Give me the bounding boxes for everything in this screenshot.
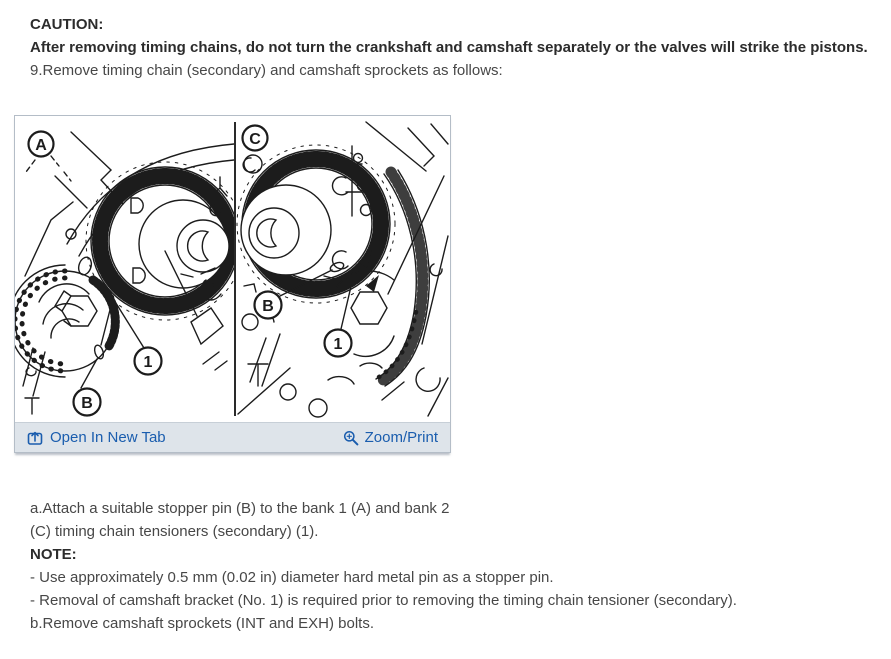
callout-a [29,132,54,157]
zoom-print-label: Zoom/Print [364,429,438,446]
svg-text:1: 1 [333,336,343,353]
step-9-text: 9.Remove timing chain (secondary) and camshaft sprockets as follows: [30,62,503,79]
note-item-1: - Use approximately 0.5 mm (0.02 in) diameter hard metal pin as a stopper pin. [30,569,554,586]
zoom-print-link[interactable] [343,429,438,446]
diagram-bank1 [15,116,234,422]
callout-c [243,126,268,151]
bank2-line-art [236,116,450,422]
caution-text: After removing timing chains, do not turn the crankshaft and camshaft separately or the valves will strike the pistons. [30,39,868,56]
callout-1-right [325,330,352,357]
open-in-new-tab-link[interactable] [27,429,166,446]
bank1-line-art [15,116,234,422]
zoom-magnifier-icon [343,430,359,446]
svg-text:C: C [249,131,261,148]
timing-chain-diagram [15,116,450,422]
callout-b-left [74,389,101,416]
svg-text:1: 1 [143,354,153,371]
svg-text:B: B [81,395,93,412]
open-in-new-tab-icon [27,430,44,446]
note-heading: NOTE: [30,546,77,563]
diagram-bank2 [236,116,450,422]
step-a-line1: a.Attach a suitable stopper pin (B) to the bank 1 (A) and bank 2 [30,500,450,517]
step-instructions [30,497,891,635]
open-in-new-tab-label: Open In New Tab [50,429,166,446]
callout-1-left [135,348,162,375]
callout-b-right [255,292,282,319]
caution-block [30,13,891,82]
step-a-line2: (C) timing chain tensioners (secondary) (1). [30,523,319,540]
figure-panel [14,115,451,453]
step-b-line: b.Remove camshaft sprockets (INT and EXH) bolts. [30,615,375,632]
figure-toolbar [15,422,450,452]
svg-text:B: B [262,298,274,315]
caution-heading: CAUTION: [30,16,104,33]
svg-text:A: A [35,137,47,154]
note-item-2: - Removal of camshaft bracket (No. 1) is required prior to removing the timing chain tensioner (secondary). [30,592,737,609]
